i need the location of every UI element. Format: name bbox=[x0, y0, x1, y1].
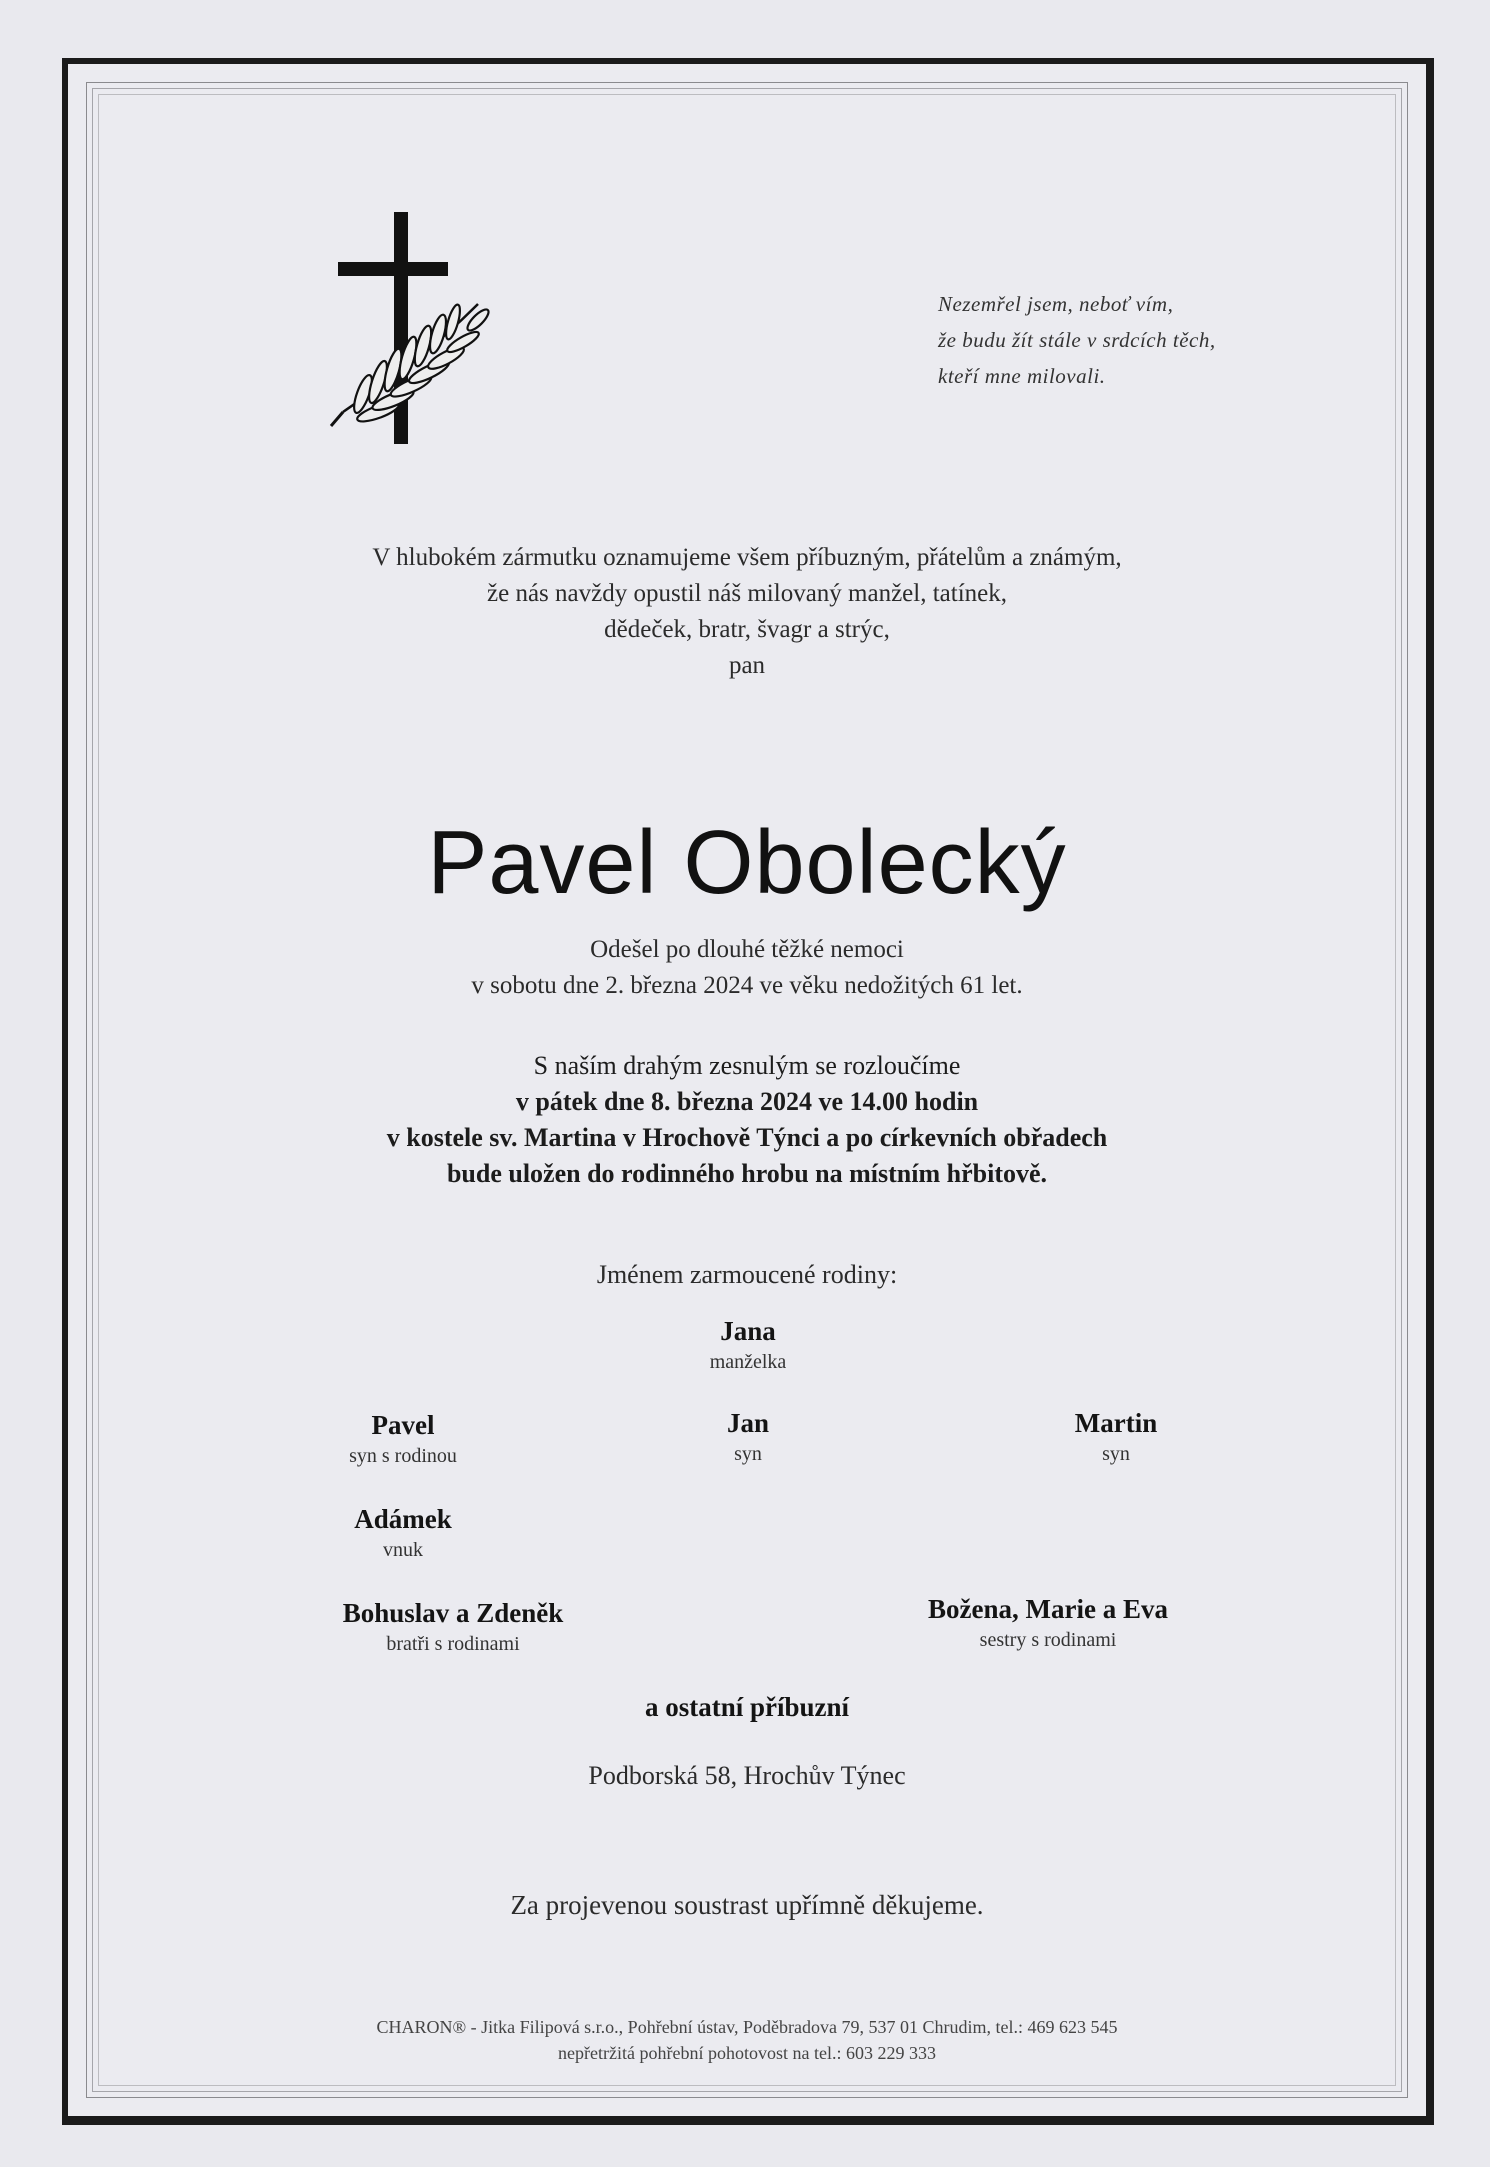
family-member bbox=[283, 1598, 623, 1656]
family-member-name: Božena, Marie a Eva bbox=[928, 1594, 1168, 1624]
family-member-name: Jana bbox=[720, 1316, 776, 1346]
death-line: v sobotu dne 2. března 2024 ve věku nedožitých 61 let. bbox=[471, 972, 1023, 999]
family-member-name: Pavel bbox=[371, 1410, 435, 1440]
other-relatives: a ostatní příbuzní bbox=[644, 1692, 850, 1722]
on-behalf-heading: Jménem zarmoucené rodiny: bbox=[596, 1260, 898, 1289]
family-member-relation: bratři s rodinami bbox=[386, 1633, 520, 1655]
announcement-intro bbox=[68, 540, 1426, 684]
funeral-date: v pátek dne 8. března 2024 ve 14.00 hodin bbox=[515, 1087, 979, 1116]
family-member-relation: manželka bbox=[709, 1351, 787, 1373]
intro-line: pan bbox=[728, 652, 766, 679]
funeral-service-footer bbox=[68, 2014, 1426, 2066]
family-member-name: Bohuslav a Zdeněk bbox=[342, 1598, 564, 1628]
family-address: Podborská 58, Hrochův Týnec bbox=[588, 1761, 906, 1790]
family-member-name: Martin bbox=[1074, 1408, 1158, 1438]
family-member bbox=[1016, 1408, 1216, 1466]
family-member-relation: syn s rodinou bbox=[349, 1445, 457, 1467]
funeral-place: v kostele sv. Martina v Hrochově Týnci a po církevních obřadech bbox=[386, 1123, 1108, 1152]
thanks-line: Za projevenou soustrast upřímně děkujeme. bbox=[510, 1890, 984, 1920]
motto-line: že budu žít stále v srdcích těch, bbox=[938, 328, 1216, 352]
funeral-line: S naším drahým zesnulým se rozloučíme bbox=[533, 1051, 961, 1080]
family-member bbox=[878, 1594, 1218, 1652]
funeral-info bbox=[68, 1048, 1426, 1192]
intro-line: V hlubokém zármutku oznamujeme všem příbuzným, přátelům a známým, bbox=[372, 544, 1122, 571]
family-member-relation: syn bbox=[734, 1443, 762, 1465]
footer-company: CHARON® - Jitka Filipová s.r.o., Pohřební ústav, Poděbradova 79, 537 01 Chrudim, tel.: 469 623 545 bbox=[376, 2017, 1118, 2037]
intro-line: že nás navždy opustil náš milovaný manžel, tatínek, bbox=[487, 580, 1007, 607]
intro-line: dědeček, bratr, švagr a strýc, bbox=[604, 616, 890, 643]
family-member bbox=[273, 1410, 533, 1468]
family-member-name: Jan bbox=[726, 1408, 770, 1438]
family-member bbox=[293, 1504, 513, 1562]
family-member bbox=[648, 1408, 848, 1466]
motto-line: Nezemřel jsem, neboť vím, bbox=[938, 292, 1174, 316]
burial-info: bude uložen do rodinného hrobu na místním hřbitově. bbox=[446, 1159, 1048, 1188]
family-member-name: Adámek bbox=[354, 1504, 452, 1534]
footer-hotline: nepřetržitá pohřební pohotovost na tel.: 603 229 333 bbox=[558, 2043, 936, 2063]
death-info bbox=[68, 932, 1426, 1004]
cross-with-palm-icon bbox=[283, 154, 513, 444]
family-member-relation: sestry s rodinami bbox=[979, 1629, 1117, 1651]
obituary-card bbox=[62, 58, 1434, 2125]
family-member bbox=[648, 1316, 848, 1374]
family-member-relation: vnuk bbox=[383, 1539, 423, 1561]
motto-line: kteří mne milovali. bbox=[938, 364, 1106, 388]
family-member-relation: syn bbox=[1102, 1443, 1130, 1465]
motto bbox=[938, 286, 1298, 394]
death-line: Odešel po dlouhé těžké nemoci bbox=[590, 936, 904, 963]
deceased-name: Pavel Obolecký bbox=[427, 813, 1067, 913]
